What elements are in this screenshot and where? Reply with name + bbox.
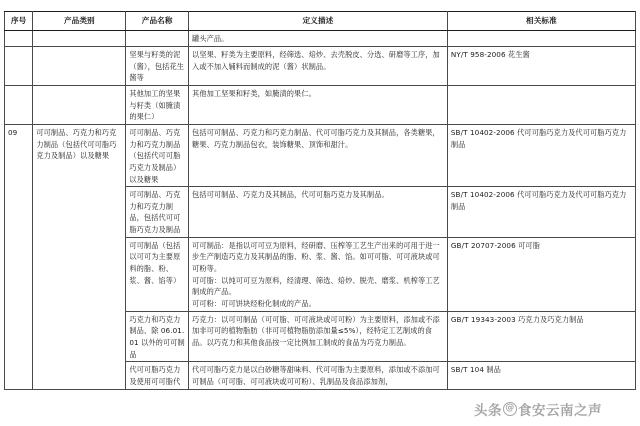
cell-seq <box>5 46 33 85</box>
column-header-product-name: 产品名称 <box>126 12 189 31</box>
cell-seq: 09 <box>5 124 33 389</box>
cell-category <box>33 85 126 124</box>
cell-definition: 包括可可制品、巧克力和巧克力制品、代可可脂巧克力及其制品，各类糖果，糖果、巧克力制品包衣，装饰糖果、顶饰和甜汁。 <box>189 124 448 186</box>
cell-definition: 巧克力：以可可制品（可可脂、可可液块或可可粉）为主要原料，添加或不添加非可可的植物脂肪（非可可植物脂肪添加量≤5%），经特定工艺制成的食品。以巧克力和其他食品按一定比例加工制成的食品为巧克力制品。 <box>189 311 448 362</box>
watermark-at-icon: @ <box>503 402 517 416</box>
cell-standard <box>447 85 635 124</box>
cell-definition: 其他加工坚果和籽类，如腌渍的果仁。 <box>189 85 448 124</box>
table-header-row <box>5 12 636 31</box>
cell-standard <box>447 31 635 47</box>
definition-paragraph: 可可脂：以纯可可豆为原料，经清理、筛选、焙炒、脱壳、磨浆、机榨等工艺制成的产品。 <box>192 275 440 297</box>
table-header <box>5 12 636 31</box>
cell-standard: NY/T 958-2006 花生酱 <box>447 46 635 85</box>
cell-product-name: 可可制品、巧克力和巧克力制品（包括代可可脂巧克力及制品）以及糖果 <box>126 124 189 186</box>
definition-paragraph: 可可制品：是指以可可豆为原料，经研磨、压榨等工艺生产出来的可用于进一步生产制造巧克力及其制品的脂、粉、浆、酱、馅。如可可脂、可可液块或可可粉等。 <box>192 240 440 274</box>
watermark-prefix: 头条 <box>474 403 502 419</box>
cell-seq <box>5 31 33 47</box>
cell-standard: SB/T 104 制品 <box>447 362 635 389</box>
cell-product-name: 巧克力和巧克力制品、除 06.01.01 以外的可可制品 <box>126 311 189 362</box>
document-page <box>0 11 640 426</box>
regulation-table <box>4 11 636 390</box>
cell-definition: 代可可脂巧克力是以白砂糖等甜味料、代可可脂为主要原料，添加或不添加可可制品（可可脂、可可液块或可可粉）、乳制品及食品添加剂， <box>189 362 448 389</box>
cell-definition: 包括可可制品、巧克力及其制品，代可可脂巧克力及其制品。 <box>189 187 448 238</box>
cell-product-name: 代可可脂巧克力及使用可可脂代 <box>126 362 189 389</box>
cell-product-name: 其他加工的坚果与籽类（如腌渍的果仁） <box>126 85 189 124</box>
column-header-definition: 定义描述 <box>189 12 448 31</box>
table-row <box>5 46 636 85</box>
cell-product-name: 坚果与籽类的泥（酱），包括花生酱等 <box>126 46 189 85</box>
definition-paragraph: 可可粉：可可饼块经粉化制成的产品。 <box>192 299 316 309</box>
cell-category <box>33 31 126 47</box>
cell-definition: 罐头产品。 <box>189 31 448 47</box>
cell-definition: 以坚果、籽类为主要原料，经筛选、焙炒、去壳脱皮、分选、研磨等工序，加入或不加入辅料而制成的泥（酱）状制品。 <box>189 46 448 85</box>
table-body <box>5 31 636 389</box>
cell-seq <box>5 85 33 124</box>
cell-product-name: 可可制品（包括以可可为主要原料的脂、粉、浆、酱、馅等） <box>126 237 189 311</box>
cell-product-name: 可可制品、巧克力和巧克力制品，包括代可可脂巧克力及制品 <box>126 187 189 238</box>
table-row <box>5 31 636 47</box>
column-header-seq: 序号 <box>5 12 33 31</box>
cell-standard: GB/T 19343-2003 巧克力及巧克力制品 <box>447 311 635 362</box>
cell-category <box>33 46 126 85</box>
cell-category: 可可制品、巧克力和巧克力制品（包括代可可脂巧克力及制品）以及糖果 <box>33 124 126 389</box>
cell-product-name <box>126 31 189 47</box>
column-header-standard: 相关标准 <box>447 12 635 31</box>
cell-standard: GB/T 20707-2006 可可脂 <box>447 237 635 311</box>
cell-standard: SB/T 10402-2006 代可可脂巧克力及代可可脂巧克力制品 <box>447 124 635 186</box>
table-row <box>5 85 636 124</box>
cell-standard: SB/T 10402-2006 代可可脂巧克力及代可可脂巧克力制品 <box>447 187 635 238</box>
table-row <box>5 124 636 186</box>
column-header-category: 产品类别 <box>33 12 126 31</box>
watermark-account: 食安云南之声 <box>518 403 602 419</box>
watermark <box>474 397 636 421</box>
cell-definition <box>189 237 448 311</box>
